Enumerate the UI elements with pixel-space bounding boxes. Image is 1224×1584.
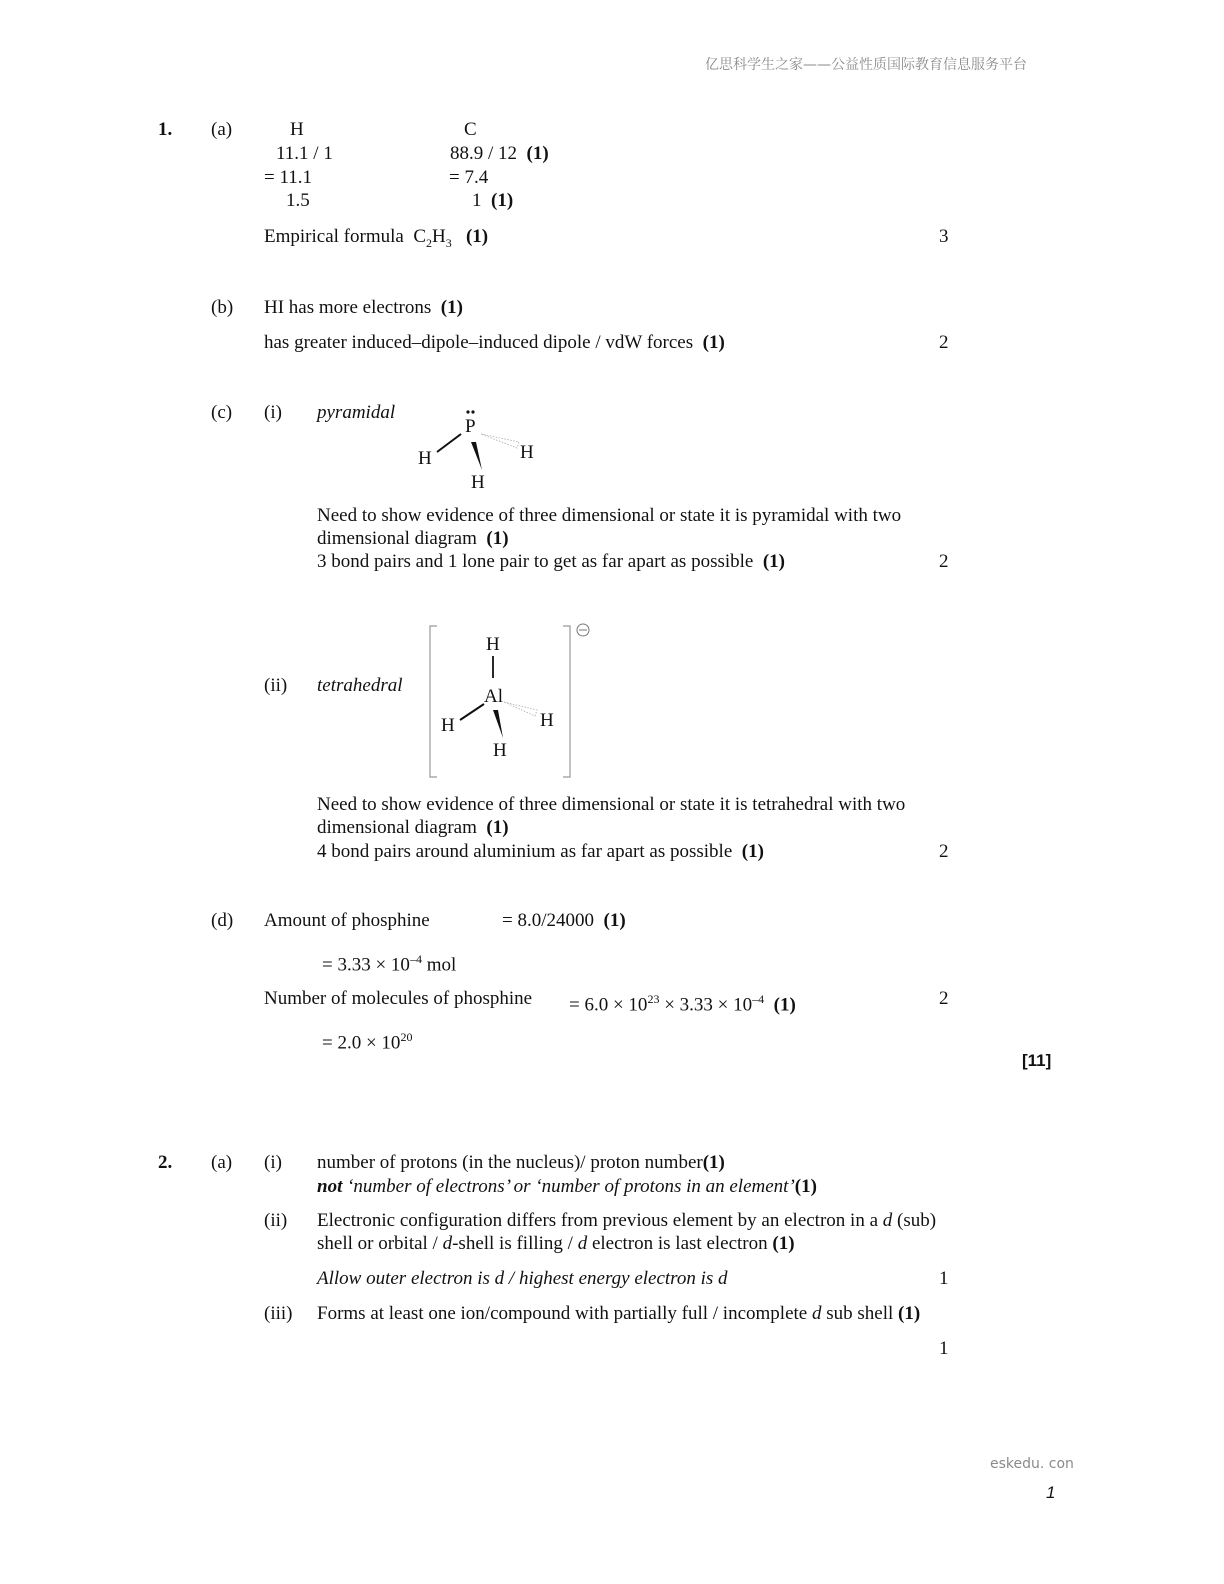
q1c-label: (c): [211, 402, 233, 423]
q1d-label: (d): [211, 910, 234, 931]
alh4-atom-h-left: H: [441, 715, 455, 736]
q1ci-line3: 3 bond pairs and 1 lone pair to get as far apart as possible (1): [317, 551, 786, 572]
q1ci-line1: Need to show evidence of three dimensional or state it is pyramidal with two: [317, 505, 902, 526]
hashed-bond: [504, 702, 537, 716]
hashed-bond: [481, 434, 519, 448]
alh4-atom-al: Al: [484, 686, 503, 707]
q2a-label: (a): [211, 1152, 233, 1173]
q2aiii-label: (iii): [264, 1303, 293, 1324]
q1cii-marks: 2: [939, 841, 949, 862]
q2ai-label: (i): [264, 1152, 282, 1173]
wedge-bond: [493, 710, 503, 738]
q1a-h-div: 11.1 / 1: [276, 143, 333, 164]
q1b-marks: 2: [939, 332, 949, 353]
q1d-amount-label: Amount of phosphine: [264, 910, 430, 931]
q2aii-marks: 1: [939, 1268, 949, 1289]
q2aii-label: (ii): [264, 1210, 288, 1231]
alh4-atom-h-right: H: [540, 710, 554, 731]
wedge-bond: [471, 442, 482, 470]
phosphine-atom-p: P: [465, 416, 476, 437]
plain-bond: [437, 434, 461, 452]
lone-pair-dot: [471, 410, 474, 413]
q2-number: 2.: [158, 1152, 173, 1173]
q1a-empirical: Empirical formula $C_2H_3$ (1): [264, 226, 489, 250]
q1b-line1: HI has more electrons (1): [264, 297, 463, 318]
footer-url: eskedu. con: [990, 1456, 1074, 1472]
q1ci-shape: pyramidal: [317, 402, 396, 423]
q1ci-marks: 2: [939, 551, 949, 572]
alh4-atom-h-top: H: [486, 634, 500, 655]
q1d-number-label: Number of molecules of phosphine: [264, 988, 533, 1009]
q1d-amount-eq: = 8.0/24000 (1): [502, 910, 626, 931]
q1a-c-ratio: 1 (1): [472, 190, 514, 211]
plain-bond: [460, 704, 484, 720]
page-number: 1: [1046, 1483, 1056, 1502]
q2aiii-marks: 1: [939, 1338, 949, 1359]
q1a-c-res: = 7.4: [449, 167, 489, 188]
q1d-number-eq: = $6.0 \times 10^{23} \times 3.33 \times 10^{-4}$ (1): [569, 992, 796, 1016]
q1-number: 1.: [158, 119, 173, 140]
q2aii-line1: Electronic configuration differs from previous element by an electron in a d (sub): [317, 1210, 937, 1231]
q2aiii-line1: Forms at least one ion/compound with partially full / incomplete d sub shell (1): [317, 1303, 921, 1324]
q2aii-allow: Allow outer electron is d / highest energy electron is d: [317, 1268, 728, 1289]
q1d-amount-result: = $3.33 \times 10^{-4}$ mol: [322, 952, 457, 976]
q2aii-line2: shell or orbital / d-shell is filling / d electron is last electron (1): [317, 1233, 795, 1254]
phosphine-atom-h-left: H: [418, 448, 432, 469]
q2ai-line2: not ‘number of electrons’ or ‘number of protons in an element’(1): [317, 1176, 817, 1197]
q1d-marks: 2: [939, 988, 949, 1009]
header-site-title: 亿思科学生之家——公益性质国际教育信息服务平台: [705, 57, 1027, 73]
q1d-number-result: = $2.0 \times 10^{20}$: [322, 1030, 413, 1054]
left-bracket: [430, 626, 437, 777]
q1a-marks: 3: [939, 226, 949, 247]
right-bracket: [563, 626, 570, 777]
q1b-label: (b): [211, 297, 234, 318]
q1ci-line2: dimensional diagram (1): [317, 528, 509, 549]
q1ci-label: (i): [264, 402, 282, 423]
q1a-h-res: = 11.1: [264, 167, 313, 188]
phosphine-atom-h-bottom: H: [471, 472, 485, 493]
q1a-col-h: H: [290, 119, 304, 140]
q1a-label: (a): [211, 119, 233, 140]
alh4-atom-h-bottom: H: [493, 740, 507, 761]
q1cii-line3: 4 bond pairs around aluminium as far apart as possible (1): [317, 841, 764, 862]
q1cii-line2: dimensional diagram (1): [317, 817, 509, 838]
phosphine-atom-h-right: H: [520, 442, 534, 463]
q1a-c-div: 88.9 / 12 (1): [450, 143, 549, 164]
q2ai-line1: number of protons (in the nucleus)/ proton number(1): [317, 1152, 725, 1173]
q1b-line2: has greater induced–dipole–induced dipole / vdW forces (1): [264, 332, 725, 353]
q1cii-line1: Need to show evidence of three dimensional or state it is tetrahedral with two: [317, 794, 906, 815]
q1-total-marks: [11]: [1022, 1051, 1052, 1070]
q1a-col-c: C: [464, 119, 477, 140]
q1a-h-ratio: 1.5: [286, 190, 310, 211]
lone-pair-dot: [466, 410, 469, 413]
q1cii-shape: tetrahedral: [317, 675, 403, 696]
q1cii-label: (ii): [264, 675, 288, 696]
